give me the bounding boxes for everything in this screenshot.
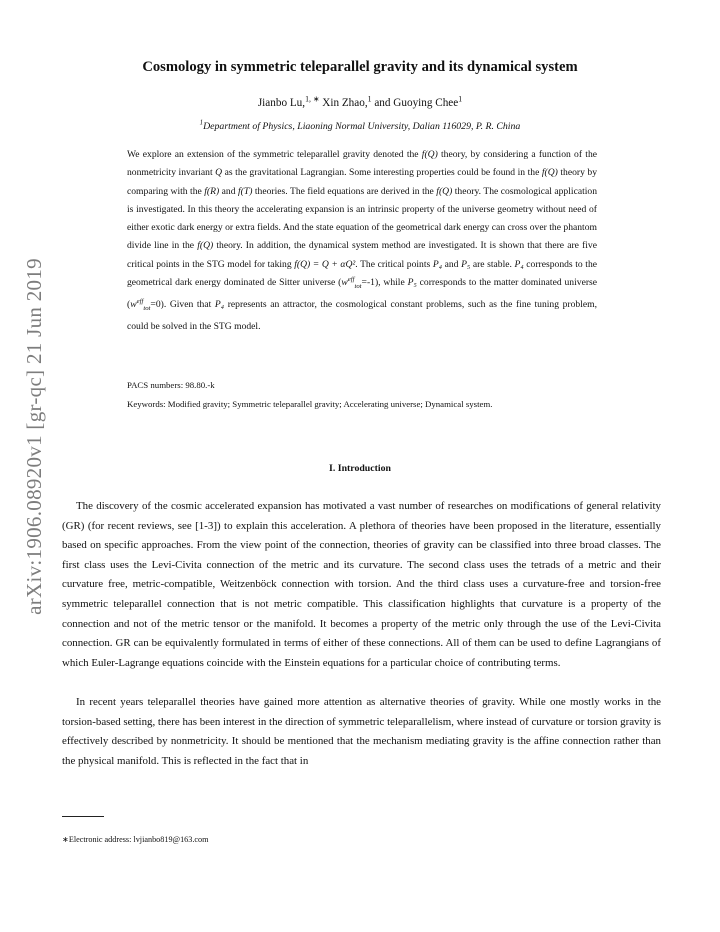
abstract-math: P₅	[407, 277, 417, 289]
pacs-numbers: PACS numbers: 98.80.-k	[127, 380, 215, 390]
abstract-math: f(Q) = Q + αQ²	[294, 258, 356, 270]
abstract	[127, 146, 597, 337]
keywords: Keywords: Modified gravity; Symmetric teleparallel gravity; Accelerating universe; Dynamical system.	[127, 399, 493, 409]
abstract-text: and	[442, 258, 462, 270]
abstract-text: theory. The cosmological application is investigated. In this theory the accelerating expansion is an intrinsic property of the universe geometry without need of either exotic dark energy or extra fields. And the state equation of the geometrical dark energy can cross over the phantom divide line in the	[127, 185, 598, 252]
abstract-math: f(Q)	[421, 149, 438, 160]
abstract-math: f(T)	[238, 185, 253, 197]
abstract-math-sup: eff	[136, 298, 144, 306]
abstract-math: f(Q)	[436, 185, 453, 197]
author-conjunction: and	[374, 97, 391, 109]
abstract-math: f(R)	[204, 185, 220, 197]
abstract-text: represents an attractor, the cosmological constant problems, such as the fine tuning problem, could be solved in the STG model.	[127, 299, 597, 333]
abstract-math-sub: tot	[143, 305, 151, 313]
abstract-text: are stable.	[470, 258, 515, 270]
abstract-text: theory by comparing with the	[127, 167, 597, 197]
author-name: Guoying Chee	[393, 97, 459, 109]
abstract-math: Q	[215, 167, 223, 179]
author-marker: 1	[367, 94, 372, 104]
author-list	[60, 94, 660, 109]
abstract-math: f(Q)	[197, 240, 214, 252]
affiliation-text: Department of Physics, Liaoning Normal University, Dalian 116029, P. R. China	[203, 121, 521, 132]
abstract-math: P₄	[432, 258, 443, 270]
affiliation-marker: 1	[199, 119, 204, 127]
abstract-text: =-1), while	[361, 277, 408, 289]
abstract-math: P₅	[461, 258, 471, 270]
abstract-text: theory, by considering a function of the nonmetricity invariant	[127, 149, 597, 179]
abstract-text: . The critical points	[355, 258, 433, 270]
abstract-text: corresponds to the matter dominated universe (	[127, 277, 598, 311]
body-paragraph: In recent years teleparallel theories have gained more attention as alternative theories of gravity. While one mostly works in the torsion-based setting, there has been interest in the direction of symmetric teleparallelism, where instead of curvature or torsion gravity is effectively described by nonmetricity. It should be mentioned that the mechanism mediating gravity is the affine connection rather than the physical manifold. This is reflected in the fact that in	[62, 696, 661, 767]
affiliation	[60, 121, 660, 132]
abstract-text: theories. The field equations are derived in the	[252, 185, 437, 197]
author-marker: 1, ∗	[305, 94, 320, 104]
footnote: ∗Electronic address: lvjianbo819@163.com	[62, 835, 209, 844]
abstract-math: P₄	[514, 258, 524, 270]
author-name: Xin Zhao,	[322, 97, 368, 109]
arxiv-stamp-text: arXiv:1906.08920v1 [gr-qc] 21 Jun 2019	[21, 257, 46, 615]
section-heading: I. Introduction	[329, 463, 391, 474]
abstract-math-sup: eff	[347, 275, 355, 283]
abstract-text: theory. In addition, the dynamical system method are investigated. It is shown that there are five critical points in the STG model for taking	[127, 240, 597, 270]
footnote-rule	[62, 816, 104, 817]
abstract-text: and	[219, 185, 239, 197]
body-paragraph: The discovery of the cosmic accelerated expansion has motivated a vast number of researches on modifications of general relativity (GR) (for recent reviews, see [1-3]) to explain this acceleration. A plethora of theories have been proposed in the literature, essentially based on specific approaches. From the view point of the connection, theories of gravity can be classified into three broad classes. The first class uses the Levi-Civita connection of the metric and its curvature. The second class uses the tetrads of a metric and their curvature free, metric-compatible, Weitzenböck connection with torsion. And the third class uses a curvature-free and torsion-free symmetric teleparallel connection that is not metric compatible. This classification highlights that curvature is a property of the connection and not of the metric tensor or the manifold. It becomes a property of the metric only through the use of the Levi-Civita connection. GR can be equivalently formulated in terms of either of these connections. All of them can be used to define Lagrangians of which Euler-Lagrange equations coincide with the Einstein equations for a particular choice of contributing terms.	[62, 500, 661, 669]
author-name: Jianbo Lu,	[257, 97, 306, 109]
abstract-math-sub: tot	[354, 282, 362, 290]
abstract-text: We explore an extension of the symmetric teleparallel gravity denoted the	[127, 149, 422, 160]
abstract-text: corresponds to the geometrical dark energy dominated de Sitter universe (	[127, 258, 598, 289]
paper-title: Cosmology in symmetric teleparallel gravity and its dynamical system	[142, 59, 578, 75]
abstract-text: as the gravitational Lagrangian. Some interesting properties could be found in the	[222, 167, 542, 179]
abstract-text: =0). Given that	[150, 299, 215, 311]
author-marker: 1	[458, 94, 463, 104]
arxiv-stamp	[20, 236, 48, 636]
abstract-math: w	[341, 277, 348, 289]
abstract-math: w	[130, 299, 137, 311]
abstract-math: f(Q)	[541, 167, 558, 179]
abstract-math: P₄	[214, 299, 225, 311]
